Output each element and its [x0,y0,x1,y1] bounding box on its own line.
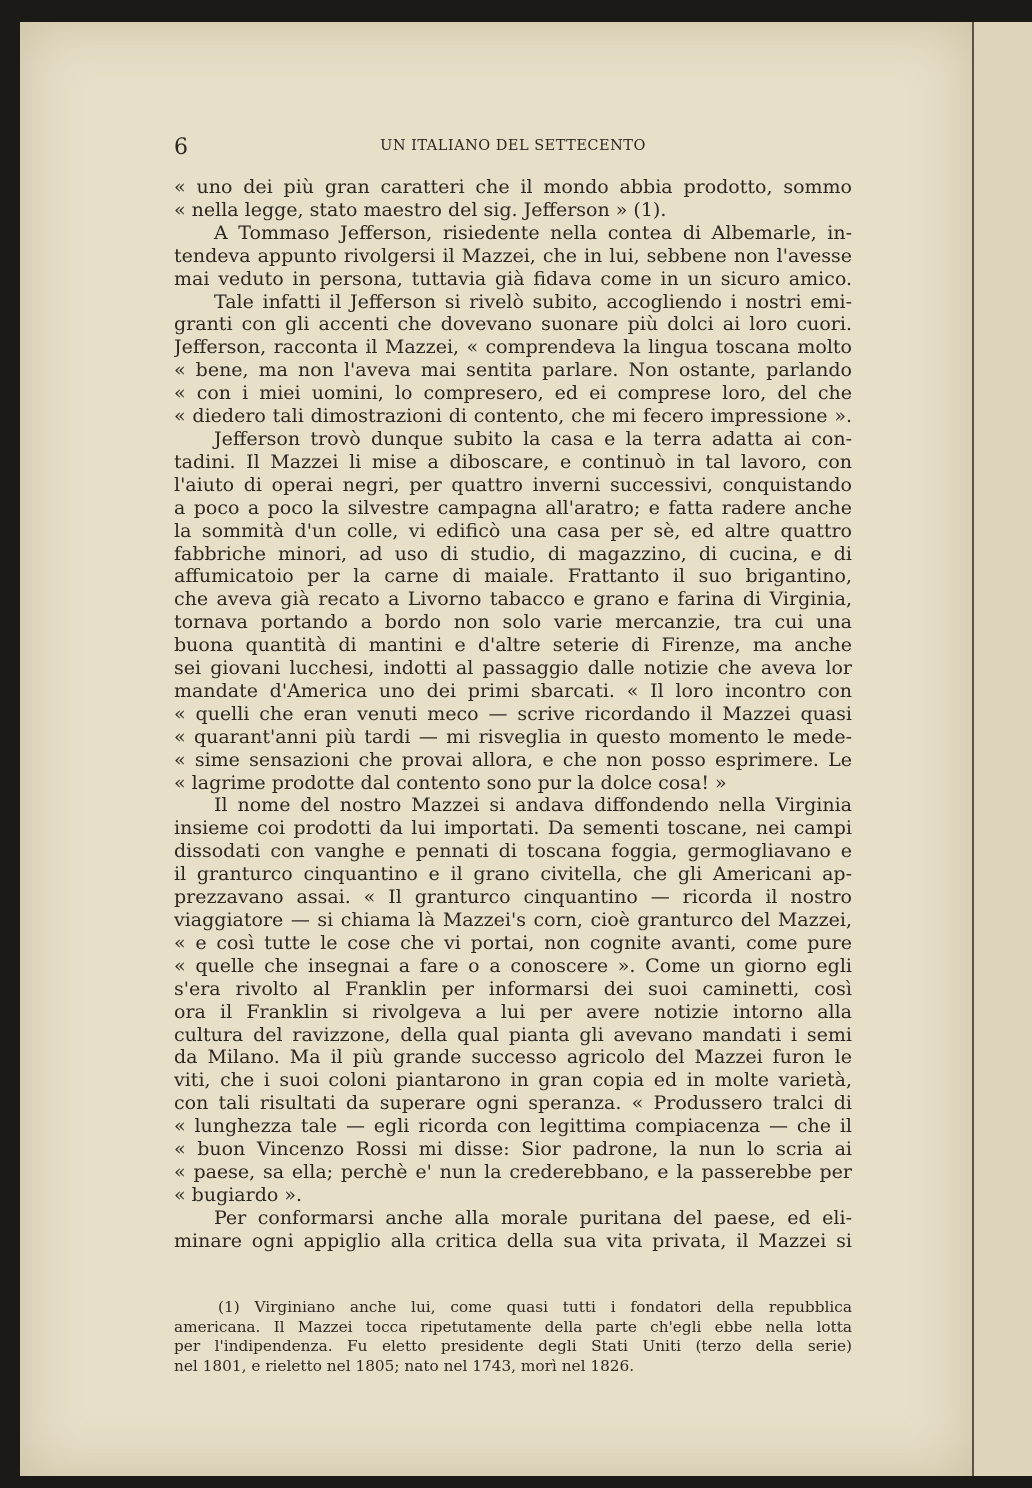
text-line: « e così tutte le cose che vi portai, non cognite avanti, come pure [174,931,852,954]
text-line: viaggiatore — si chiama là Mazzei's corn, cioè granturco del Mazzei, [174,909,852,931]
text-line: cultura del ravizzone, della qual pianta gli avevano mandati i semi [174,1023,852,1046]
text-line: Jefferson, racconta il Mazzei, « comprendeva la lingua toscana molto [174,336,852,359]
text-line: « lagrime prodotte dal contento sono pur la dolce cosa! » [174,771,727,794]
text-line: mai veduto in persona, tuttavia già fidava come in un sicuro amico. [174,267,852,290]
text-line: « paese, sa ella; perchè e' nun la crederebbano, e la passerebbe per [174,1160,852,1183]
footnote [174,1298,852,1376]
footnote-line: (1) Virginiano anche lui, come quasi tutti i fondatori della repubblica [218,1298,852,1316]
text-line: a poco a poco la silvestre campagna all'aratro; e fatta radere anche [174,496,852,519]
text-line: A Tommaso Jefferson, risiedente nella contea di Albemarle, in- [214,221,852,244]
text-line: sei giovani lucchesi, indotti al passaggio dalle notizie che aveva lor [174,657,852,680]
text-line: affumicatoio per la carne di maiale. Frattanto il suo brigantino, [174,565,852,588]
text-line: Il nome del nostro Mazzei si andava diffondendo nella Virginia [214,794,852,817]
text-line: insieme coi prodotti da lui importati. Da sementi toscane, nei campi [174,817,852,840]
text-line: granti con gli accenti che dovevano suonare più dolci ai loro cuori. [174,313,852,336]
text-line: dissodati con vanghe e pennati di toscana foggia, germogliavano e [174,840,852,863]
text-line: prezzavano assai. « Il granturco cinquantino — ricorda il nostro [174,886,852,909]
adjacent-page-edge [972,22,1032,1476]
running-title: UN ITALIANO DEL SETTECENTO [380,138,646,154]
text-line: mandate d'America uno dei primi sbarcati. « Il loro incontro con [174,679,852,702]
text-line: con tali risultati da superare ogni speranza. « Produssero tralci di [174,1092,852,1115]
text-line: fabbriche minori, ad uso di studio, di magazzino, di cucina, e di [174,542,852,565]
text-line: « sime sensazioni che provai allora, e che non posso esprimere. Le [174,748,852,771]
body-text [174,176,852,1253]
text-line: Jefferson trovò dunque subito la casa e la terra adatta ai con- [214,427,852,450]
text-line: da Milano. Ma il più grande successo agricolo del Mazzei furon le [174,1046,852,1069]
text-line: il granturco cinquantino e il grano civitella, che gli Americani ap- [174,863,852,886]
footnote-line: americana. Il Mazzei tocca ripetutamente della parte ch'egli ebbe nella lotta [174,1317,852,1336]
text-line: s'era rivolto al Franklin per informarsi dei suoi caminetti, così [174,977,852,1000]
text-line: « uno dei più gran caratteri che il mondo abbia prodotto, sommo [174,176,852,198]
text-line: tendeva appunto rivolgersi il Mazzei, che in lui, sebbene non l'avesse [174,244,852,267]
text-line: Tale infatti il Jefferson si rivelò subito, accogliendo i nostri emi- [214,290,852,313]
text-line: « con i miei uomini, lo compresero, ed ei comprese loro, del che [174,382,852,405]
text-line: buona quantità di mantini e d'altre seterie di Firenze, ma anche [174,634,852,657]
text-line: ora il Franklin si rivolgeva a lui per avere notizie intorno alla [174,1000,852,1023]
text-line: tornava portando a bordo non solo varie mercanzie, tra cui una [174,611,852,634]
text-line: « buon Vincenzo Rossi mi disse: Sior padrone, la nun lo scria ai [174,1138,852,1161]
text-line: « quelle che insegnai a fare o a conoscere ». Come un giorno egli [174,954,852,977]
text-line: « quarant'anni più tardi — mi risveglia in questo momento le mede- [174,725,852,748]
text-line: l'aiuto di operai negri, per quattro inverni successivi, conquistando [174,473,852,496]
text-line: viti, che i suoi coloni piantarono in gran copia ed in molte varietà, [174,1069,852,1092]
footnote-line: nel 1801, e rieletto nel 1805; nato nel 1743, morì nel 1826. [174,1356,635,1375]
page-header [174,136,852,160]
text-line: « diedero tali dimostrazioni di contento, che mi fecero impressione ». [174,405,852,428]
text-line: « bene, ma non l'aveva mai sentita parlare. Non ostante, parlando [174,359,852,382]
text-line: « bugiardo ». [174,1183,303,1206]
text-line: « nella legge, stato maestro del sig. Jefferson » (1). [174,198,667,221]
text-line: minare ogni appiglio alla critica della sua vita privata, il Mazzei si [174,1229,852,1252]
text-line: la sommità d'un colle, vi edificò una casa per sè, ed altre quattro [174,519,852,542]
text-line: che aveva già recato a Livorno tabacco e grano e farina di Virginia, [174,588,852,611]
text-line: « lunghezza tale — egli ricorda con legittima compiacenza — che il [174,1115,852,1138]
footnote-line: per l'indipendenza. Fu eletto presidente degli Stati Uniti (terzo della serie) [174,1337,852,1355]
text-line: tadini. Il Mazzei li mise a diboscare, e continuò in tal lavoro, con [174,450,852,473]
text-line: Per conformarsi anche alla morale puritana del paese, ed eli- [214,1206,852,1229]
text-line: « quelli che eran venuti meco — scrive ricordando il Mazzei quasi [174,702,852,725]
page-number: 6 [174,135,188,160]
